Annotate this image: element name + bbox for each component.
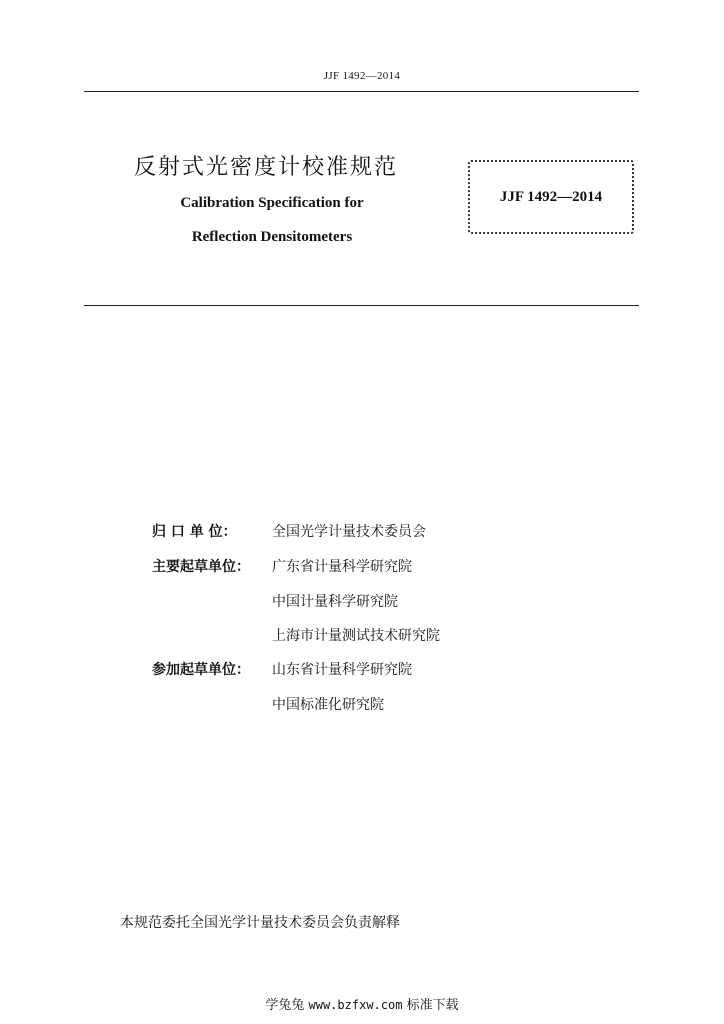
drafting-value: 广东省计量科学研究院 <box>272 559 412 575</box>
title-chinese: 反射式光密度计校准规范 <box>134 155 399 180</box>
participating-label: 参加起草单位： <box>152 662 250 678</box>
standard-code: JJF 1492—2014 <box>499 189 603 205</box>
footer-url[interactable]: www.bzfxw.com <box>308 998 403 1012</box>
drafting-value: 中国计量科学研究院 <box>272 594 398 610</box>
footer-site-name: 学兔兔 <box>265 998 305 1013</box>
header-rule <box>84 91 639 92</box>
responsible-value: 全国光学计量技术委员会 <box>272 524 426 540</box>
drafting-label: 主要起草单位： <box>152 559 250 575</box>
participating-value: 山东省计量科学研究院 <box>272 662 412 678</box>
footer-slogan: 标准下载 <box>406 998 459 1013</box>
responsible-label: 归 口 单 位： <box>152 524 237 540</box>
header-code: JJF 1492—2014 <box>323 70 401 82</box>
title-english-line2: Reflection Densitometers <box>191 229 353 245</box>
footer <box>0 994 724 1013</box>
interpretation-note: 本规范委托全国光学计量技术委员会负责解释 <box>120 915 400 931</box>
standard-code-box <box>468 160 634 234</box>
title-english-line1: Calibration Specification for <box>180 195 364 211</box>
participating-value: 中国标准化研究院 <box>272 697 384 713</box>
title-divider <box>84 305 639 306</box>
drafting-value: 上海市计量测试技术研究院 <box>272 628 440 644</box>
